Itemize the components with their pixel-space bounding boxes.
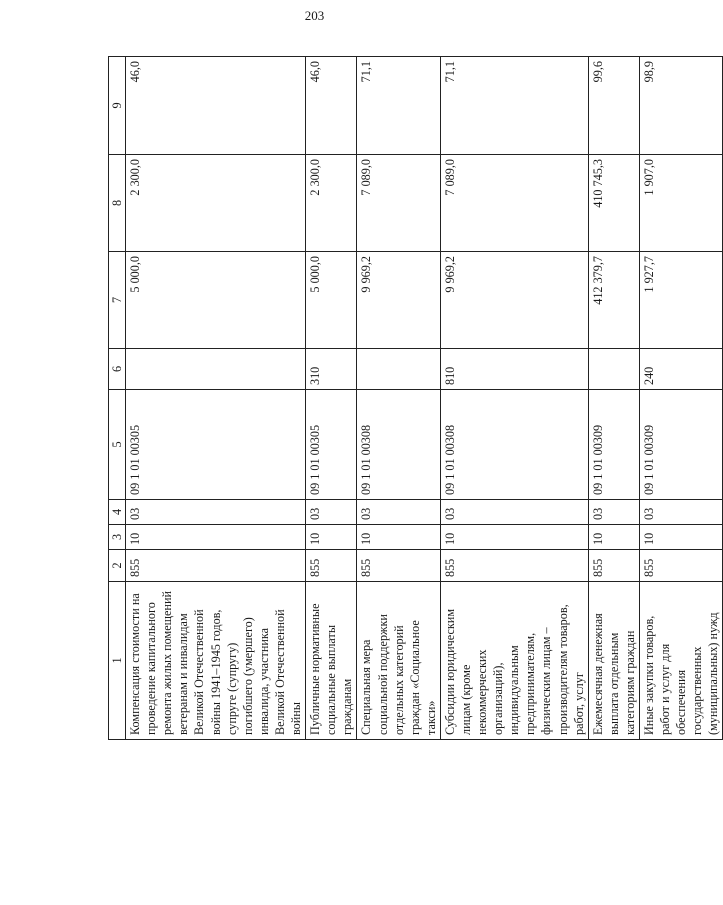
header-row — [109, 57, 126, 740]
cell-col7: 5 000,0 — [306, 252, 357, 349]
table-row — [588, 57, 639, 740]
cell-col9: 98,9 — [640, 57, 723, 155]
cell-col2: 855 — [126, 550, 306, 582]
header-cell: 1 — [109, 582, 126, 740]
cell-col3: 10 — [126, 525, 306, 550]
cell-col9: 99,6 — [588, 57, 639, 155]
cell-col9: 46,0 — [306, 57, 357, 155]
cell-col2: 855 — [440, 550, 588, 582]
cell-col4: 03 — [588, 500, 639, 525]
table-row — [357, 57, 440, 740]
row-name: Публичные нормативные социальные выплаты гражданам — [306, 582, 357, 740]
cell-col5: 09 1 01 00308 — [440, 390, 588, 500]
cell-col5: 09 1 01 00309 — [588, 390, 639, 500]
cell-col8: 7 089,0 — [357, 155, 440, 252]
cell-col2: 855 — [588, 550, 639, 582]
cell-col6 — [126, 349, 306, 390]
cell-col6: 810 — [440, 349, 588, 390]
header-cell: 2 — [109, 550, 126, 582]
cell-col3: 10 — [357, 525, 440, 550]
table-row — [306, 57, 357, 740]
row-name: Субсидии юридическим лицам (кроме некоммерческих организаций), индивидуальным предпринимателям, физическим лицам – производителям товаров, работ, услуг — [440, 582, 588, 740]
table-row — [126, 57, 306, 740]
cell-col4: 03 — [357, 500, 440, 525]
cell-col2: 855 — [357, 550, 440, 582]
cell-col2: 855 — [640, 550, 723, 582]
cell-col3: 10 — [588, 525, 639, 550]
header-cell: 7 — [109, 252, 126, 349]
cell-col4: 03 — [440, 500, 588, 525]
table-row — [640, 57, 723, 740]
cell-col8: 2 300,0 — [126, 155, 306, 252]
cell-col3: 10 — [306, 525, 357, 550]
cell-col5: 09 1 01 00305 — [126, 390, 306, 500]
cell-col6: 310 — [306, 349, 357, 390]
row-name: Компенсация стоимости на проведение капитального ремонта жилых помещений ветеранам и инвалидам Великой Отечественной войны 1941–1945 годов, супруге (супругу) погибшего (умершего) инвалида, участника Великой Отечественной войны — [126, 582, 306, 740]
header-cell: 6 — [109, 349, 126, 390]
cell-col4: 03 — [640, 500, 723, 525]
cell-col8: 1 907,0 — [640, 155, 723, 252]
cell-col3: 10 — [640, 525, 723, 550]
header-cell: 8 — [109, 155, 126, 252]
cell-col2: 855 — [306, 550, 357, 582]
cell-col4: 03 — [126, 500, 306, 525]
row-name: Иные закупки товаров, работ и услуг для обеспечения государственных (муниципальных) нужд — [640, 582, 723, 740]
cell-col5: 09 1 01 00308 — [357, 390, 440, 500]
header-cell: 9 — [109, 57, 126, 155]
cell-col6 — [588, 349, 639, 390]
cell-col7: 9 969,2 — [440, 252, 588, 349]
cell-col8: 7 089,0 — [440, 155, 588, 252]
cell-col7: 1 927,7 — [640, 252, 723, 349]
cell-col7: 9 969,2 — [357, 252, 440, 349]
cell-col9: 71,1 — [357, 57, 440, 155]
cell-col5: 09 1 01 00309 — [640, 390, 723, 500]
header-cell: 4 — [109, 500, 126, 525]
cell-col6: 240 — [640, 349, 723, 390]
cell-col8: 2 300,0 — [306, 155, 357, 252]
header-cell: 5 — [109, 390, 126, 500]
header-cell: 3 — [109, 525, 126, 550]
cell-col7: 412 379,7 — [588, 252, 639, 349]
cell-col6 — [357, 349, 440, 390]
row-name: Специальная мера социальной поддержки отдельных категорий граждан «Социальное такси» — [357, 582, 440, 740]
cell-col3: 10 — [440, 525, 588, 550]
cell-col7: 5 000,0 — [126, 252, 306, 349]
cell-col5: 09 1 01 00305 — [306, 390, 357, 500]
table-row — [440, 57, 588, 740]
cell-col4: 03 — [306, 500, 357, 525]
budget-table — [108, 56, 723, 740]
rotated-table-wrapper — [108, 57, 721, 740]
cell-col9: 71,1 — [440, 57, 588, 155]
page-number: 203 — [304, 8, 325, 23]
cell-col8: 410 745,3 — [588, 155, 639, 252]
row-name: Ежемесячная денежная выплата отдельным категориям граждан — [588, 582, 639, 740]
cell-col9: 46,0 — [126, 57, 306, 155]
